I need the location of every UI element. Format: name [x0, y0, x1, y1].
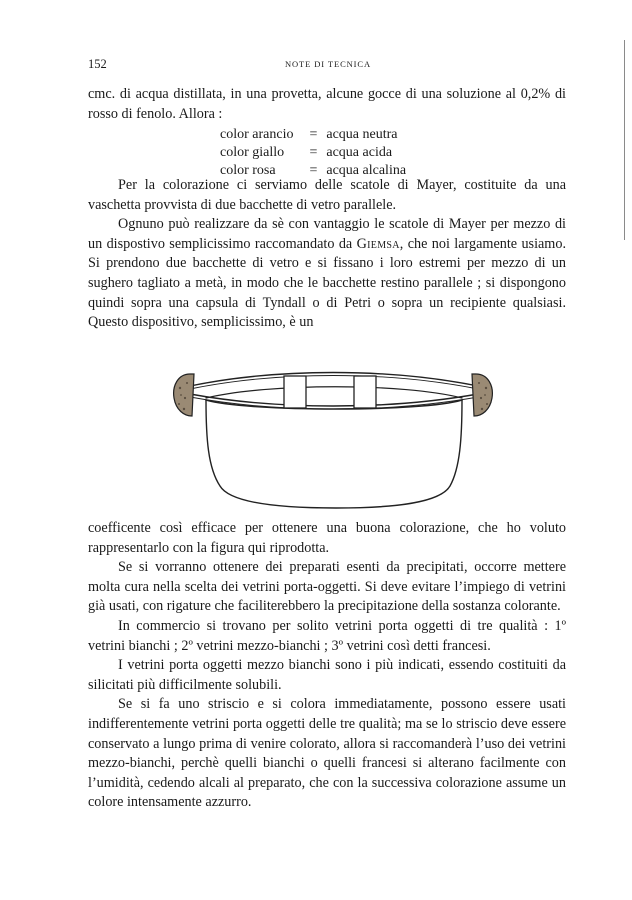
text-block-middle	[88, 176, 566, 333]
page-number: 152	[88, 57, 107, 71]
table-row	[220, 126, 406, 144]
running-head: NOTE DI TECNICA	[284, 59, 372, 69]
paragraph-commercio: In commercio si trovano per solito vetrini porta oggetti di tre qualità : 1º vetrini bianchi ; 2º vetrini mezzo-bianchi ; 3º vetrini così detti francesi.	[88, 617, 566, 654]
paragraph-giemsa-part2: , che noi largamente usiamo. Si prendono due bacchette di vetro e si fissano i loro estremi per mezzo di un sughero tagliato a metà, in modo che le bacchette restino parallele ; si dispongono quindi sopra una capsula di Tyndall o di Petri o sopra un recipiente qualsiasi. Questo dispositivo, semplicissimo, è un	[88, 235, 566, 331]
page-header	[88, 57, 568, 73]
equals-cell: =	[309, 127, 318, 143]
intro-paragraph: cmc. di acqua distillata, in una provetta, alcune gocce di una soluzione al 0,2% di rosso di fenolo. Allora :	[88, 86, 566, 122]
cork-block-right	[354, 376, 376, 408]
color-cell: color arancio	[220, 127, 294, 143]
text-block-bottom	[88, 519, 566, 813]
meaning-cell: acqua neutra	[326, 127, 398, 143]
author-name-giemsa: Giemsa	[356, 235, 400, 252]
meaning-cell: acqua acida	[326, 144, 393, 160]
glass-rod-back	[190, 373, 478, 387]
dish-body	[206, 400, 462, 508]
figure-mayer-box	[168, 358, 498, 510]
cork-block-left	[284, 376, 306, 408]
equals-cell: =	[309, 144, 318, 160]
color-indicator-table	[220, 126, 406, 179]
paragraph-giemsa	[88, 215, 566, 333]
figure-illustration	[168, 358, 498, 510]
paragraph-mayer: Per la colorazione ci serviamo delle scatole di Mayer, costituite da una vaschetta provvista di due bacchette di vetro parallele.	[88, 177, 566, 213]
paragraph-striscio: Se si fa uno striscio e si colora immediatamente, possono essere usati indifferentemente vetrini porta oggetti delle tre qualità; ma se lo striscio deve essere conservato a lungo prima di venire colorato, allora si raccomanderà l’uso dei vetrini mezzo-bianchi, perchè quelli bianchi o quelli francesi si alterano facilmente con l’umidità, cedendo alcali al preparato, che con la successiva colorazione assume un colore intensamente azzurro.	[88, 696, 566, 811]
color-cell: color rosa	[220, 162, 276, 178]
dish-rim-back	[206, 387, 462, 398]
paragraph-preparati: Se si vorranno ottenere dei preparati esenti da precipitati, occorre mettere molta cura nella scelta dei vetrini porta-oggetti. Si deve evitare l’impiego di vetrini già usati, con rigature che faciliterebbero la precipitazione della sostanza colorante.	[88, 559, 566, 615]
text-block-top	[88, 85, 566, 182]
meaning-cell: acqua alcalina	[326, 162, 407, 178]
color-cell: color giallo	[220, 144, 285, 160]
paragraph-figure-continuation: coefficente così efficace per ottenere una buona colorazione, che ho voluto rappresentarlo con la figura qui riprodotta.	[88, 520, 566, 556]
table-row	[220, 144, 406, 162]
paragraph-mezzo-bianchi: I vetrini porta oggetti mezzo bianchi sono i più indicati, essendo costituiti da silicitati più difficilmente solubili.	[88, 657, 566, 693]
paragraph-giemsa-part1: Ognuno può realizzare da sè con vantaggio le scatole di Mayer per mezzo di un dispostivo semplicissimo raccomandato da	[88, 216, 566, 252]
glass-rod-front-inner	[190, 397, 478, 409]
equals-cell: =	[309, 162, 318, 178]
page-edge	[624, 40, 625, 240]
